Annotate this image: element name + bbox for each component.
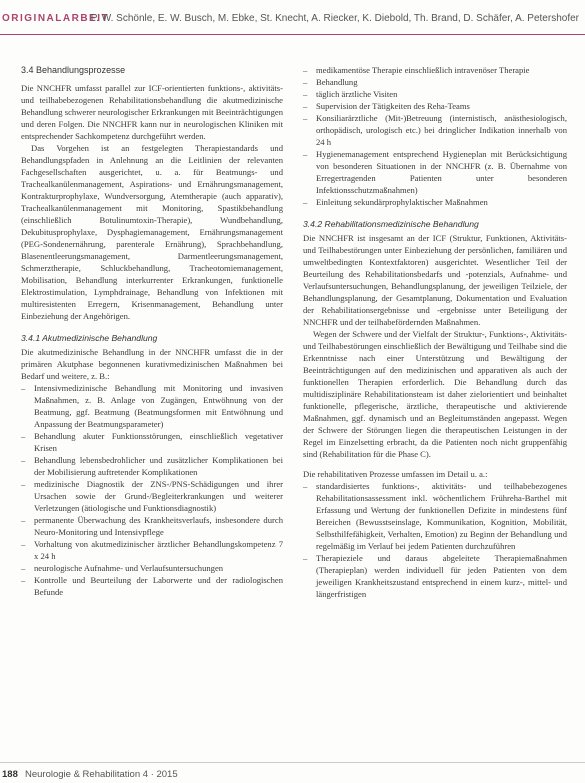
list-item: – Einleitung sekundärprophylaktischer Maßnahmen xyxy=(303,196,567,208)
list-item: – Behandlung xyxy=(303,76,567,88)
left-column xyxy=(21,64,283,598)
footer-divider xyxy=(0,762,585,763)
bullet-list xyxy=(303,64,567,208)
list-item: – Behandlung akuter Funktionsstörungen, einschließlich vegetativer Krisen xyxy=(21,430,283,454)
right-column xyxy=(303,64,567,600)
list-item: – Supervision der Tätigkeiten des Reha-Teams xyxy=(303,100,567,112)
list-item: – Intensivmedizinische Behandlung mit Monitoring und invasiven Maßnahmen, z. B. Anlage von Zugängen, Entwöhnung von der Beatmung, ggf. Beatmung (Beatmungsformen mit Entwöhnung und Anpassung der Beatmungsparameter) xyxy=(21,382,283,430)
paragraph: Die akutmedizinische Behandlung in der NNCHFR umfasst die in der primären Akutphase begonnenen kurativmedizinischen Maßnahmen bei Bedarf und weitere, z. B.: xyxy=(21,347,283,381)
bullet-list xyxy=(21,382,283,598)
author-line: P. W. Schönle, E. W. Busch, M. Ebke, St. Knecht, A. Riecker, K. Diebold, Th. Brand, D. Schäfer, A. Petershofer xyxy=(90,13,579,24)
journal-citation: Neurologie & Rehabilitation 4 · 2015 xyxy=(25,769,178,780)
paragraph: Die NNCHFR umfasst parallel zur ICF-orientierten funktions-, aktivitäts- und teilhabebezogenen Rehabilitationsbehandlung die akutmedizinische Behandlung schwerer neurologischer Erkrankungen mit Beeinträchtigungen und deren Folgen. Die NNCHFR kann nur in neurologischen Kliniken mit entsprechender Sachkompetenz durchgeführt werden. xyxy=(21,83,283,141)
section-label: ORIGINALARBEIT xyxy=(2,13,110,24)
paragraph: Das Vorgehen ist an festgelegten Therapiestandards und Behandlungspfaden in Anlehnung an die Leitlinien der relevanten Fachgesellschaften ausgerichtet, u. a. für Beatmungs- und Trachealkanülenmanagement, Aspirations- und Ernährungsmanagement, Kontrakturprophylaxe, Wundversorgung, Atemtherapie (auch apparativ), Trachealkanülenmanagement mit Monitoring, Spastikbehandlung (einschließlich Botulinumtoxin-Therapie), Wundbehandlung, Dekubitusprophylaxe, Dysphagiemanagement, Ernährungsmanagement (PEG-Sondenernährung, parenterale Ernährung), Sprachbehandlung, Blasenentleerungsmanagement, Darmentleerungsmanagement, Schmerztherapie, Schluckbehandlung, Tracheotomiemanagement, Mobilisation, Behandlung interkurrenter Erkrankungen, funktionelle Elektrostimulation, Lymphdrainage, Behandlung von Infektionen mit multiresistenten Erregern, Krisenmanagement, Behandlung unter Einbeziehung der Angehörigen. xyxy=(21,143,283,321)
paragraph: Wegen der Schwere und der Vielfalt der Struktur-, Funktions-, Aktivitäts- und Teilhabestörungen einschließlich der Bewältigung und Teilhabe sind die Erkenntnisse nach einer Unterstützung und Bewältigung der Beeinträchtigungen auf den medizinischen und apparativen als auch der funktionellen Therapien erforderlich. Die Behandlung durch das multidisziplinäre Rehabilitationsteam ist daher zielorientiert und beinhaltet funktionelle, pflegerische, ärztliche, therapeutische und aktivierende Maßnahmen, ggf. dynamisch und an Begleitumständen angepasst. Wegen der Schwere der Störungen liegen die therapeutischen Leistungen in der Regel im Einzelsetting erbracht, da die Patienten noch nicht gruppenfähig sind (Rehabilitation für die Phase C). xyxy=(303,329,567,459)
section-heading: 3.4 Behandlungsprozesse xyxy=(21,65,126,75)
list-item: – Hygienemanagement entsprechend Hygieneplan mit Berücksichtigung von besonderen Situationen in der NNCHFR (z. B. Übernahme von Erregertragenden Patienten unter besonderen Infektionsschutzmaßnahmen) xyxy=(303,148,567,196)
list-item: – Vorhaltung von akutmedizinischer ärztlicher Behandlungskompetenz 7 x 24 h xyxy=(21,538,283,562)
page-footer xyxy=(0,762,585,783)
page-header xyxy=(0,0,585,34)
list-item: – medizinische Diagnostik der ZNS-/PNS-Schädigungen und ihrer Ursachen sowie der Grund-/Begleiterkrankungen und weiterer Verletzungen (ätiologische und Funktionsdiagnostik) xyxy=(21,478,283,514)
list-item: – täglich ärztliche Visiten xyxy=(303,88,567,100)
paragraph: Die NNCHFR ist insgesamt an der ICF (Struktur, Funktionen, Aktivitäts- und Teilhabestörungen unter Einbeziehung der persönlichen, familiären und umweltbedingten Kontextfaktoren) ausgerichtet. Wesentlicher Teil der Beurteilung des Rehabilitationsbedarfs und -potenzials, Aufnahme- und Verlaufsuntersuchungen, Behandlungsplanung, der jeweiligen Teilziele, der Behandlungsplanung, der Gesamtplanung, Dokumentation und Evaluation der Rehabilitationsergebnisse und -ergebnisse unter Beteiligung der NNCHFR und der teilhabefördernden Maßnahmen. xyxy=(303,233,567,327)
header-divider xyxy=(0,34,585,35)
page-number: 188 xyxy=(2,769,18,780)
spacer xyxy=(303,460,567,468)
list-item: – Behandlung lebensbedrohlicher und zusätzlicher Komplikationen bei der Mobilisierung auftretender Komplikationen xyxy=(21,454,283,478)
list-item: – medikamentöse Therapie einschließlich intravenöser Therapie xyxy=(303,64,567,76)
list-item: – permanente Überwachung des Krankheitsverlaufs, insbesondere durch Neuro-Monitoring und Intensivpflege xyxy=(21,514,283,538)
subsection-heading: 3.4.2 Rehabilitationsmedizinische Behandlung xyxy=(303,219,479,229)
list-item: – Kontrolle und Beurteilung der Laborwerte und der radiologischen Befunde xyxy=(21,574,283,598)
list-item: – Konsiliarärztliche (Mit-)Betreuung (internistisch, anästhesiologisch, orthopädisch, urologisch etc.) bei dringlicher Indikation innerhalb von 24 h xyxy=(303,112,567,148)
bullet-list xyxy=(303,480,567,600)
list-item: – Therapieziele und daraus abgeleitete Therapiemaßnahmen (Therapieplan) werden individuell für jeden Patienten von dem jeweiligen Krankheitszustand entsprechend in einem kurz-, mittel- und längerfristigen xyxy=(303,552,567,600)
paragraph: Die rehabilitativen Prozesse umfassen im Detail u. a.: xyxy=(303,469,488,479)
subsection-heading: 3.4.1 Akutmedizinische Behandlung xyxy=(21,333,158,343)
list-item: – standardisiertes funktions-, aktivitäts- und teilhabebezogenes Rehabilitationsassessment inkl. wöchentlichem Frühreha-Barthel mit Erfassung und Wertung der funktionellen Defizite in mindestens fünf Bereichen (Bewusstseinslage, Kommunikation, Kognition, Mobilität, Selbsthilfefähigkeit, Verhalten, Emotion) zu Beginn der Behandlung und regelmäßig im Verlauf bei jedem Patienten durchzuführen xyxy=(303,480,567,552)
list-item: – neurologische Aufnahme- und Verlaufsuntersuchungen xyxy=(21,562,283,574)
